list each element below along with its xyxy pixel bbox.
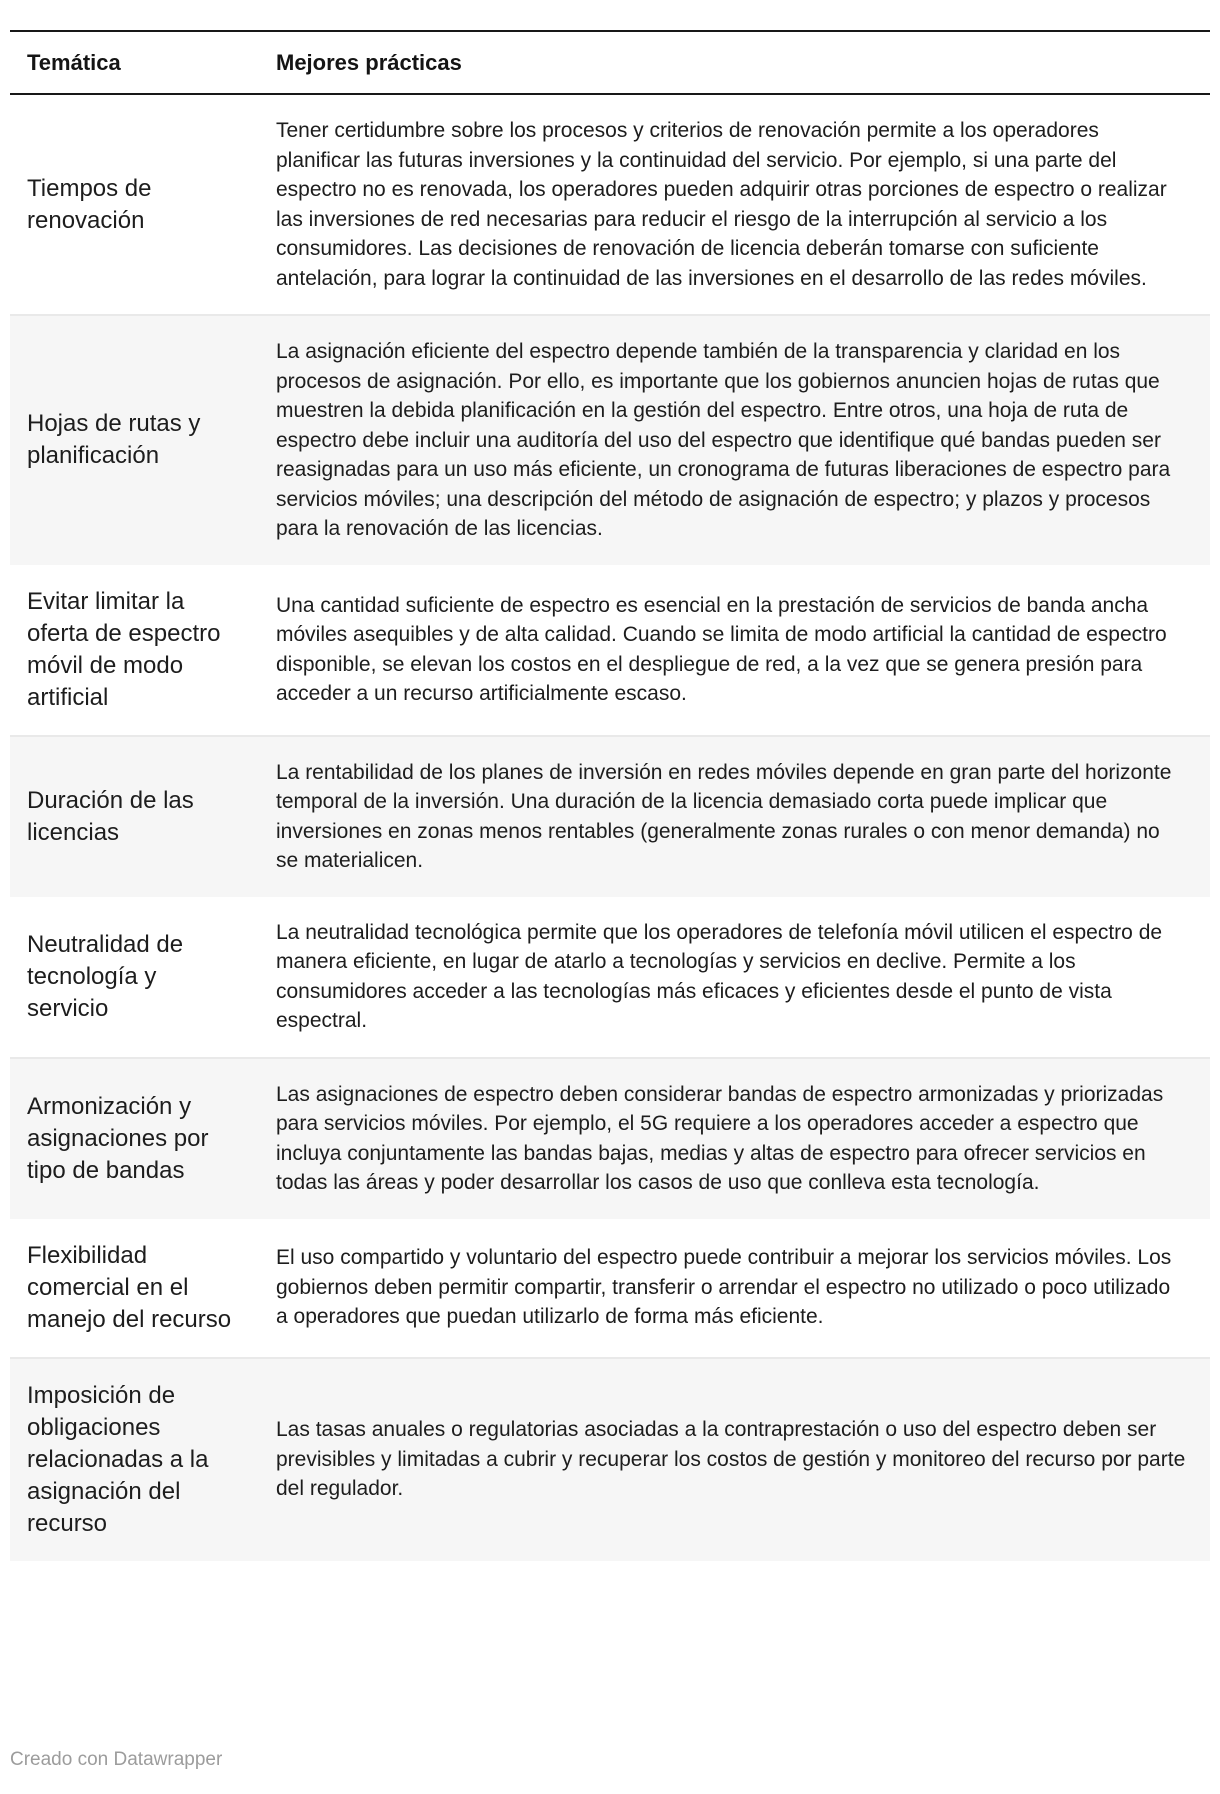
- table-row: [10, 94, 1210, 315]
- table-row: [10, 736, 1210, 897]
- table-row: [10, 1058, 1210, 1219]
- column-header-tematica: Temática: [10, 31, 276, 94]
- practice-cell: La rentabilidad de los planes de inversión en redes móviles depende en gran parte del horizonte temporal de la inversión. Una duración de la licencia demasiado corta puede implicar que inversiones en zonas menos rentables (generalmente zonas rurales o con menor demanda) no se materialicen.: [276, 760, 1172, 872]
- practice-cell: La neutralidad tecnológica permite que los operadores de telefonía móvil utilicen el espectro de manera eficiente, en lugar de atarlo a tecnologías y servicios en declive. Permite a los consumidores acceder a las tecnologías más eficaces y eficientes desde el punto de vista espectral.: [276, 920, 1163, 1032]
- table-row: [10, 315, 1210, 565]
- header-row: [10, 31, 1210, 94]
- practice-cell: El uso compartido y voluntario del espectro puede contribuir a mejorar los servicios móviles. Los gobiernos deben permitir compartir, transferir o arrendar el espectro no utilizado o poco utilizado a operadores que puedan utilizarlo de forma más eficiente.: [276, 1246, 1172, 1329]
- table-row: [10, 897, 1210, 1058]
- table-row: [10, 1219, 1210, 1358]
- topic-cell: Duración de las licencias: [27, 786, 194, 846]
- column-header-mejores-practicas: Mejores prácticas: [276, 31, 1210, 94]
- best-practices-table: [10, 30, 1210, 1561]
- practice-cell: La asignación eficiente del espectro depende también de la transparencia y claridad en los procesos de asignación. Por ello, es importante que los gobiernos anuncien hojas de rutas que muestren la debida planificación en la gestión del espectro. Entre otros, una hoja de ruta de espectro debe incluir una auditoría del uso del espectro que identifique qué bandas pueden ser reasignadas para un uso más eficiente, un cronograma de futuras liberaciones de espectro para servicios móviles; una descripción del método de asignación de espectro; y plazos y procesos para la renovación de las licencias.: [276, 340, 1171, 540]
- table-header: [10, 31, 1210, 94]
- practice-cell: Las tasas anuales o regulatorias asociadas a la contraprestación o uso del espectro deben ser previsibles y limitadas a cubrir y recuperar los costos de gestión y monitoreo del recurso por parte del regulador.: [276, 1418, 1186, 1501]
- topic-cell: Armonización y asignaciones por tipo de bandas: [27, 1092, 209, 1184]
- table-row: [10, 1358, 1210, 1561]
- topic-cell: Neutralidad de tecnología y servicio: [27, 930, 184, 1022]
- topic-cell: Tiempos de renovación: [27, 174, 152, 234]
- datawrapper-credit: Creado con Datawrapper: [10, 1749, 223, 1770]
- topic-cell: Hojas de rutas y planificación: [27, 410, 201, 470]
- topic-cell: Imposición de obligaciones relacionadas a la asignación del recurso: [27, 1381, 209, 1537]
- practice-cell: Tener certidumbre sobre los procesos y criterios de renovación permite a los operadores planificar las futuras inversiones y la continuidad del servicio. Por ejemplo, si una parte del espectro no es renovada, los operadores pueden adquirir otras porciones de espectro o realizar las inversiones de red necesarias para reducir el riesgo de la interrupción al servicio a los consumidores. Las decisiones de renovación de licencia deberán tomarse con suficiente antelación, para lograr la continuidad de las inversiones en el desarrollo de las redes móviles.: [276, 119, 1167, 290]
- topic-cell: Flexibilidad comercial en el manejo del recurso: [27, 1241, 232, 1333]
- table-row: [10, 565, 1210, 736]
- table-body: [10, 94, 1210, 1561]
- practice-cell: Una cantidad suficiente de espectro es esencial en la prestación de servicios de banda ancha móviles asequibles y de alta calidad. Cuando se limita de modo artificial la cantidad de espectro disponible, se elevan los costos en el despliegue de red, a la vez que se genera presión para acceder a un recurso artificialmente escaso.: [276, 593, 1167, 705]
- practice-cell: Las asignaciones de espectro deben considerar bandas de espectro armonizadas y priorizadas para servicios móviles. Por ejemplo, el 5G requiere a los operadores acceder a espectro que incluya conjuntamente las bandas bajas, medias y altas de espectro para ofrecer servicios en todas las áreas y poder desarrollar los casos de uso que conlleva esta tecnología.: [276, 1082, 1164, 1194]
- topic-cell: Evitar limitar la oferta de espectro móvil de modo artificial: [27, 587, 221, 711]
